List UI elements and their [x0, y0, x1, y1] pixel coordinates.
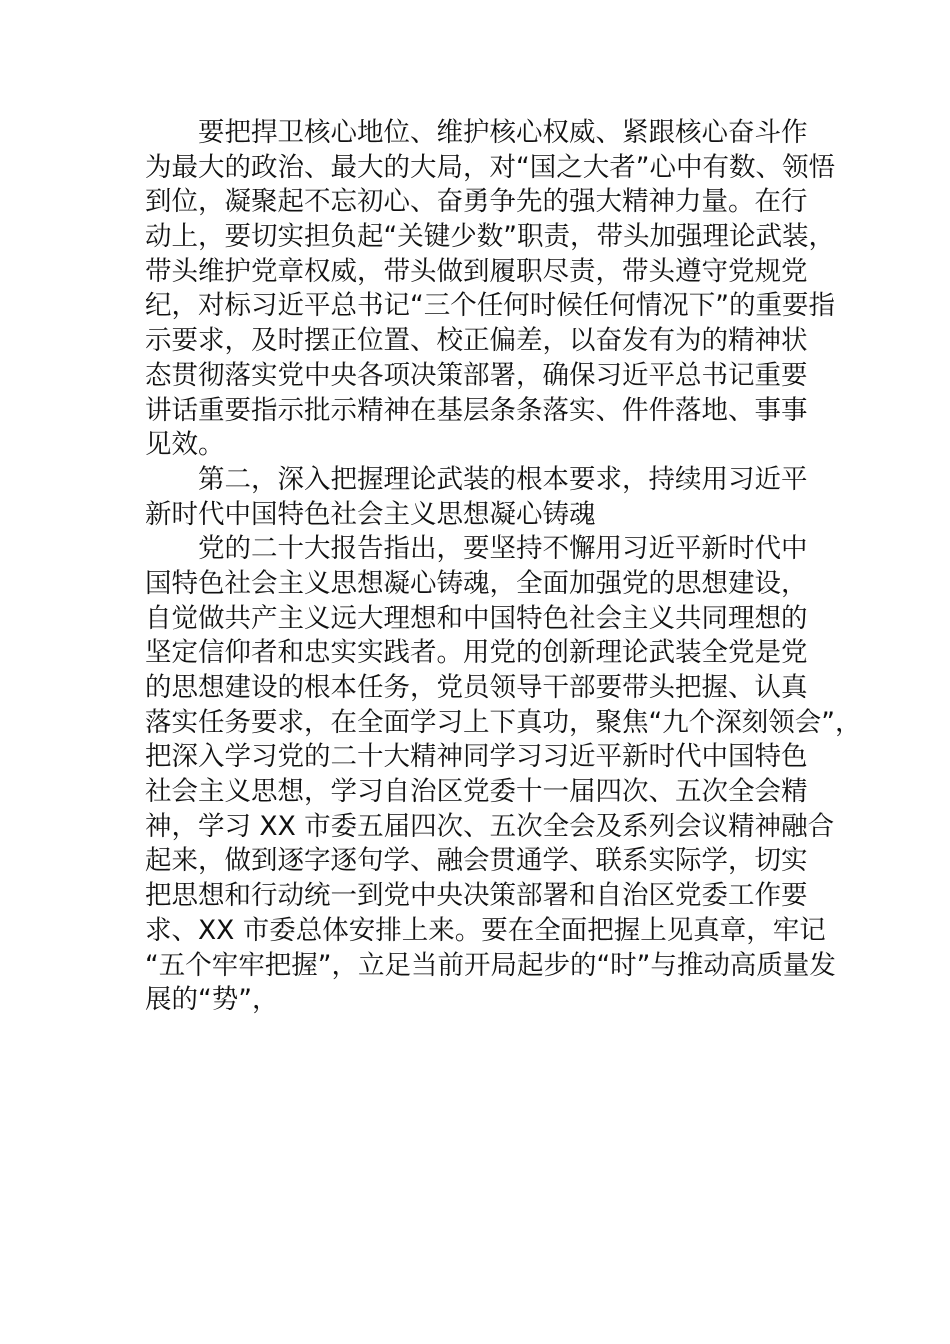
text-line: 到位，凝聚起不忘初心、奋勇争先的强大精神力量。在行	[145, 186, 808, 218]
text-line: 为最大的政治、最大的大局，对“国之大者”心中有数、领悟	[145, 151, 835, 183]
text-line: 求、XX 市委总体安排上来。要在全面把握上见真章，牢记	[145, 914, 826, 946]
text-line: 动上，要切实担负起“关键少数”职责，带头加强理论武装，	[145, 221, 835, 253]
text-line: 把深入学习党的二十大精神同学习习近平新时代中国特色	[145, 741, 808, 773]
text-line: 见效。	[145, 429, 225, 461]
text-line: 社会主义思想，学习自治区党委十一届四次、五次全会精	[145, 776, 808, 808]
text-line: “五个牢牢把握”，立足当前开局起步的“时”与推动高质量发	[145, 949, 836, 981]
body-paragraph	[145, 116, 835, 463]
text-line: 要把捍卫核心地位、维护核心权威、紧跟核心奋斗作	[198, 117, 808, 148]
text-line: 坚定信仰者和忠实实践者。用党的创新理论武装全党是党	[145, 637, 808, 669]
text-line: 党的二十大报告指出，要坚持不懈用习近平新时代中	[198, 533, 808, 565]
text-line: 纪，对标习近平总书记“三个任何时候任何情况下”的重要指	[145, 290, 835, 322]
text-line: 落实任务要求，在全面学习上下真功，聚焦“九个深刻领会”，	[145, 706, 862, 738]
text-line: 国特色社会主义思想凝心铸魂，全面加强党的思想建设，	[145, 567, 808, 599]
text-line: 态贯彻落实党中央各项决策部署，确保习近平总书记重要	[145, 359, 808, 391]
text-line: 第二，深入把握理论武装的根本要求，持续用习近平	[198, 463, 808, 495]
text-line: 神，学习 XX 市委五届四次、五次全会及系列会议精神融合	[145, 810, 835, 842]
text-line: 把思想和行动统一到党中央决策部署和自治区党委工作要	[145, 880, 808, 912]
section-heading	[145, 463, 810, 532]
text-line: 的思想建设的根本任务，党员领导干部要带头把握、认真	[145, 672, 808, 703]
text-line: 起来，做到逐字逐句学、融会贯通学、联系实际学，切实	[145, 845, 808, 877]
text-line: 展的“势”，	[145, 984, 279, 1016]
text-line: 示要求，及时摆正位置、校正偏差，以奋发有为的精神状	[145, 325, 808, 357]
document-page	[145, 116, 862, 1018]
text-line: 自觉做共产主义远大理想和中国特色社会主义共同理想的	[145, 602, 808, 634]
body-paragraph	[145, 532, 862, 1018]
text-line: 新时代中国特色社会主义思想凝心铸魂	[145, 498, 596, 530]
text-line: 讲话重要指示批示精神在基层条条落实、件件落地、事事	[145, 394, 808, 426]
text-line: 带头维护党章权威，带头做到履职尽责，带头遵守党规党	[145, 255, 808, 287]
